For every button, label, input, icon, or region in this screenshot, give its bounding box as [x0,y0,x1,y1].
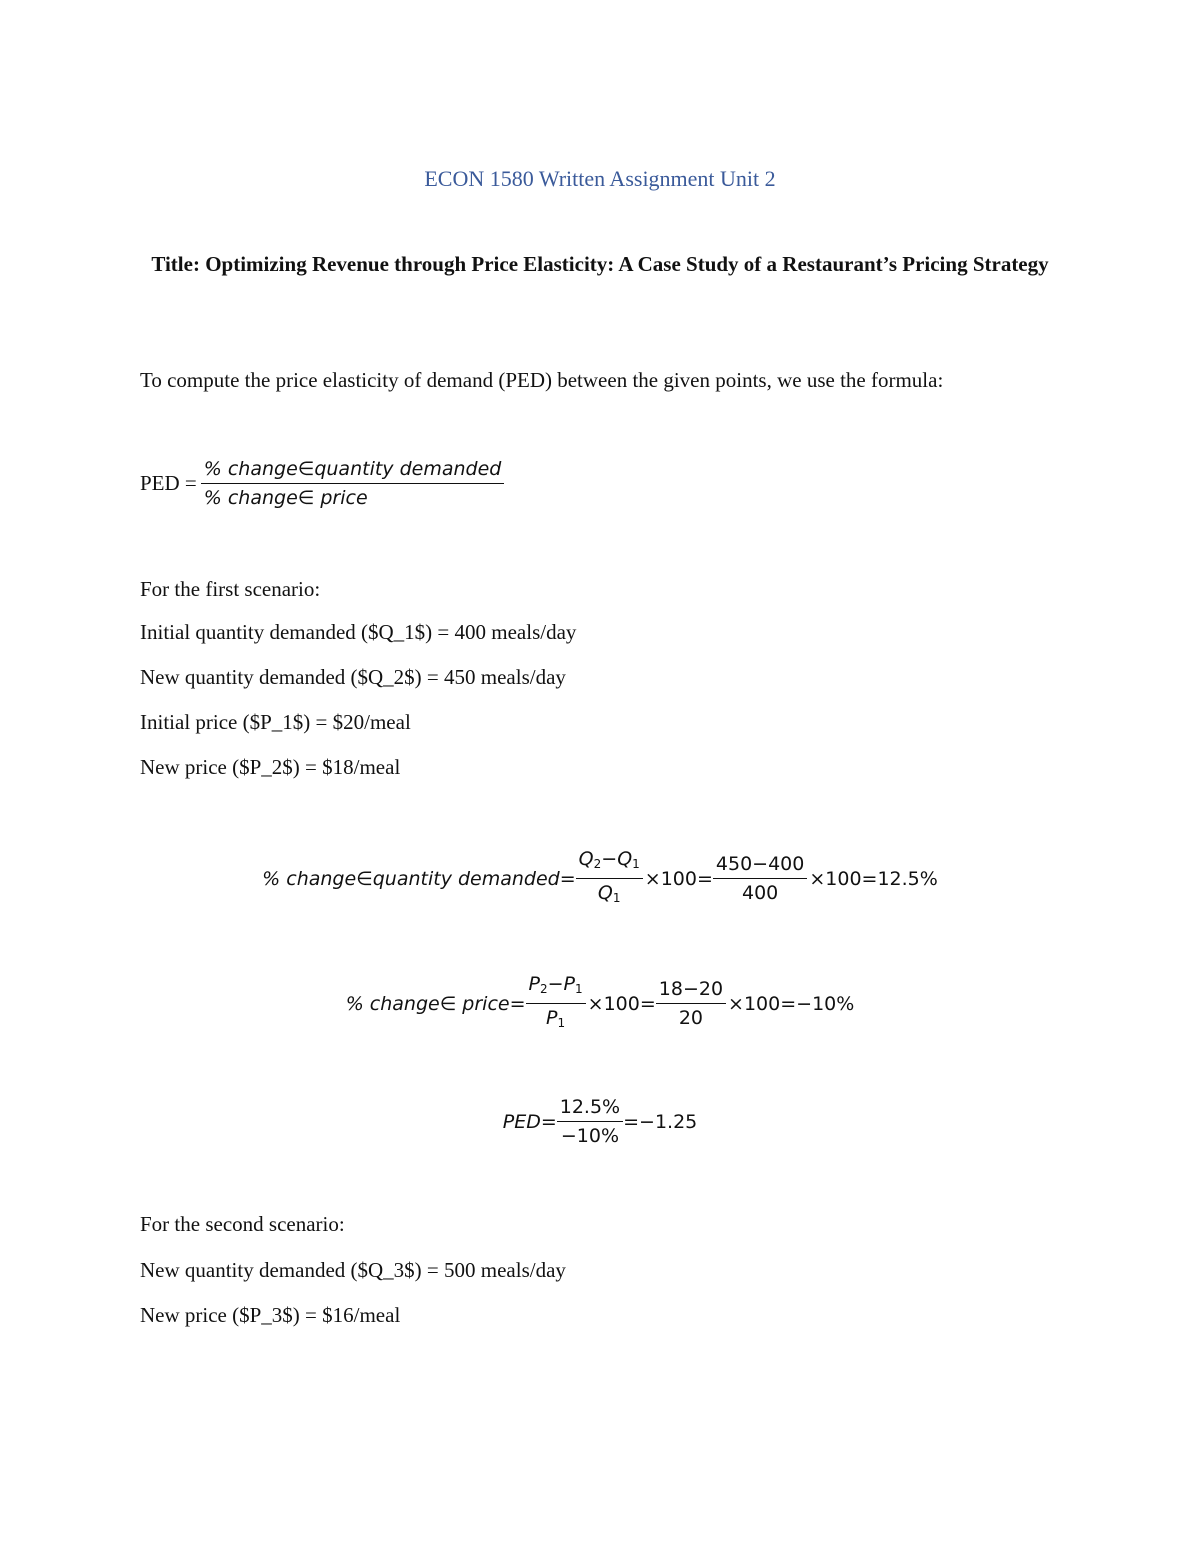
hundred: 100 [743,992,781,1015]
ped-formula-fraction [201,455,505,512]
p-symbol: P [563,973,576,995]
ped-equation [0,1093,1200,1150]
hundred: 100 [660,867,697,890]
equals-sign: = [540,1110,557,1133]
times-sign: × [587,992,604,1015]
equals-sign: = [780,992,797,1015]
scenario1-heading: For the first scenario: [140,577,321,601]
scenario1-line: New price ($P_2$) = $18/meal [140,755,401,779]
numeric-denominator: 400 [742,882,779,904]
subscript: 1 [575,982,583,996]
scenario2-line: New price ($P_3$) = $16/meal [140,1303,401,1327]
minus-sign: − [547,973,564,995]
numeric-numerator: 450−400 [713,850,807,879]
subscript: 1 [612,891,621,905]
price-change-equation [0,970,1200,1037]
intro-paragraph: To compute the price elasticity of demand (PED) between the given points, we use the formula: [140,368,944,392]
ped-formula-numerator: % change∈quantity demanded [201,455,505,484]
hundred: 100 [825,867,862,890]
scenario1-line: Initial quantity demanded ($Q_1$) = 400 meals/day [140,620,577,644]
q-symbol: Q [617,848,633,870]
ped-eq-fraction [557,1093,623,1150]
scenario2-heading: For the second scenario: [140,1212,345,1236]
quantity-eq-symbolic-fraction [576,845,643,912]
document-title: Title: Optimizing Revenue through Price Elasticity: A Case Study of a Restaurant’s Pricing Strategy [151,252,1049,276]
quantity-eq-result: 12.5% [877,867,938,890]
price-eq-numeric-fraction [656,975,726,1032]
equals-sign: = [861,867,878,890]
ped-eq-numerator: 12.5% [557,1093,623,1122]
price-eq-result: −10% [796,992,855,1015]
equals-sign: = [696,867,713,890]
quantity-eq-numeric-fraction [713,850,807,907]
scenario1-line: Initial price ($P_1$) = $20/meal [140,710,411,734]
equals-sign: = [639,992,656,1015]
ped-eq-result: −1.25 [639,1110,698,1133]
price-eq-lhs: % change∈ price [345,992,510,1015]
p-symbol: P [528,973,540,995]
subscript: 2 [539,982,548,996]
numeric-denominator: 20 [678,1007,703,1029]
quantity-eq-lhs: % change∈quantity demanded [262,867,560,890]
quantity-change-equation [0,845,1200,912]
subscript: 2 [593,857,602,871]
ped-formula-denominator: % change∈ price [203,487,368,509]
ped-formula [140,455,504,512]
scenario2-line: New quantity demanded ($Q_3$) = 500 meals/day [140,1258,566,1282]
ped-eq-denominator: −10% [560,1125,619,1147]
times-sign: × [728,992,744,1015]
equals-sign: = [623,1110,640,1133]
minus-sign: − [601,848,618,870]
q-symbol: Q [578,848,594,870]
p-symbol: P [546,1007,558,1029]
scenario1-line: New quantity demanded ($Q_2$) = 450 meals/day [140,665,566,689]
price-eq-symbolic-fraction [526,970,586,1037]
hundred: 100 [603,992,640,1015]
ped-formula-lhs: PED = [140,471,197,495]
times-sign: × [809,867,826,890]
times-sign: × [644,867,661,890]
equals-sign: = [559,867,576,890]
subscript: 1 [557,1016,566,1030]
ped-eq-lhs: PED [502,1110,541,1133]
numeric-numerator: 18−20 [656,975,726,1004]
subscript: 1 [632,857,640,871]
q-symbol: Q [597,882,613,904]
equals-sign: = [509,992,526,1015]
course-header: ECON 1580 Written Assignment Unit 2 [424,166,776,191]
